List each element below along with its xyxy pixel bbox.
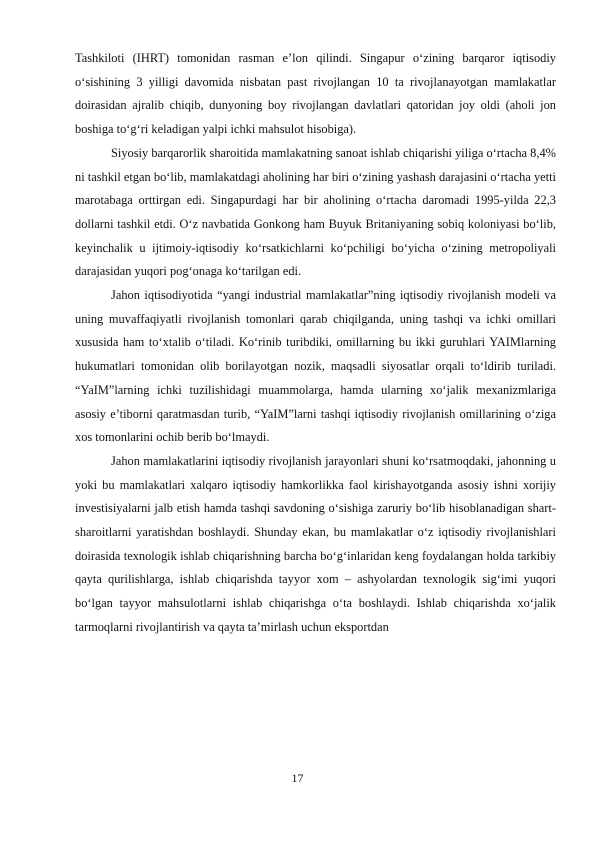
paragraph-economic-development: Jahon mamlakatlarini iqtisodiy rivojlanish jarayonlari shuni ko‘rsatmoqdaki, jahonning u yoki bu mamlakatlari xalqaro iqtisodiy hamkorlikka faol kirishayotganda asosiy ishni xorijiy investisiyalarni jalb etish hamda tashqi savdoning o‘sishiga zaruriy bo‘lib hisoblanadigan shart-sharoitlarni yaratishdan boshlaydi. Shunday ekan, bu mamlakatlar o‘z iqtisodiy rivojlanishlari doirasida texnologik ishlab chiqarishning barcha bo‘g‘inlaridan keng foydalangan holda tarkibiy qayta qurilishlarga, ishlab chiqarishda tayyor xom – ashyolardan texnologik sig‘imi yuqori bo‘lgan tayyor mahsulotlarni ishlab chiqarishga o‘ta boshlaydi. Ishlab chiqarishda xo‘jalik tarmoqlarni rivojlantirish va qayta ta’mirlash uchun eksportdan <box>75 453 556 634</box>
paragraph-new-industrial-countries: Jahon iqtisodiyotida “yangi industrial mamlakatlar”ning iqtisodiy rivojlanish modeli va uning muvaffaqiyatli rivojlanish tomonlari qarab chiqilganda, uning tashqi va ichki omillari xususida ham to‘xtalib o‘tiladi. Ko‘rinib turibdiki, omillarning bu ikki guruhlari YAIMlarning hukumatlari tomonidan olib borilayotgan nozik, maqsadli siyosatlar orqali to‘ldirib turiladi. “YaIM”larning ichki tuzilishidagi muammolarga, hamda ularning xo‘jalik mexanizmlariga asosiy e’tiborni qaratmasdan turib, “YaIM”larni tashqi iqtisodiy rivojlanish omillarining o‘ziga xos tomonlarini ochib berib bo‘lmaydi. <box>75 288 556 445</box>
document-body <box>75 47 556 640</box>
paragraph-political-stability: Siyosiy barqarorlik sharoitida mamlakatning sanoat ishlab chiqarishi yiliga o‘rtacha 8,4% ni tashkil etgan bo‘lib, mamlakatdagi aholining har biri o‘zining yashash darajasini o‘rtacha yetti marotabaga orttirgan edi. Singapurdagi har bir aholining o‘rtacha daromadi 1995-yilda 22,3 dollarni tashkil etdi. O‘z navbatida Gonkong ham Buyuk Britaniyaning sobiq koloniyasi bo‘lib, keyinchalik u ijtimoiy-iqtisodiy ko‘rsatkichlarni ko‘pchiligi bo‘yicha o‘zining metropoliyali darajasidan yuqori pog‘onaga ko‘tarilgan edi. <box>75 145 556 279</box>
paragraph-continuation: Tashkiloti (IHRT) tomonidan rasman e’lon qilindi. Singapur o‘zining barqaror iqtisodiy o‘sishining 3 yilligi davomida nisbatan past rivojlangan 10 ta rivojlanayotgan mamlakatlar doirasidan ajralib chiqib, dunyoning boy rivojlangan davlatlari qatoridan joy oldi (aholi jon boshiga to‘g‘ri keladigan yalpi ichki mahsulot hisobiga). <box>75 51 556 137</box>
page-number: 17 <box>291 771 304 785</box>
